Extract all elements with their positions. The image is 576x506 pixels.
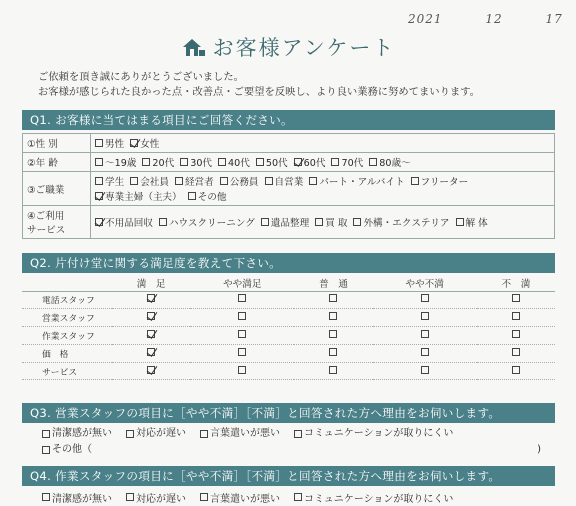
option-label: ～19歳 bbox=[105, 158, 137, 169]
checkbox[interactable] bbox=[95, 218, 103, 226]
q2-cell bbox=[477, 291, 555, 309]
q3-option[interactable] bbox=[126, 427, 186, 441]
q1-option[interactable] bbox=[95, 174, 124, 188]
q2-cell bbox=[112, 327, 190, 345]
option-label: 学生 bbox=[105, 177, 125, 188]
q1-option[interactable] bbox=[309, 174, 404, 188]
checkbox[interactable] bbox=[512, 294, 520, 302]
checkbox[interactable] bbox=[42, 446, 50, 454]
q2-cell bbox=[294, 362, 372, 380]
q2-cell bbox=[477, 362, 555, 380]
checkbox[interactable] bbox=[130, 177, 138, 185]
q2-row bbox=[22, 309, 555, 327]
q2-row-label: 電話スタッフ bbox=[22, 291, 112, 309]
checkbox[interactable] bbox=[512, 312, 520, 320]
checkbox[interactable] bbox=[238, 348, 246, 356]
checkbox[interactable] bbox=[147, 294, 155, 302]
house-icon bbox=[181, 36, 207, 58]
intro-text bbox=[38, 70, 563, 99]
option-label: 女性 bbox=[140, 139, 160, 150]
q1-option[interactable] bbox=[130, 136, 159, 150]
checkbox[interactable] bbox=[256, 158, 264, 166]
checkbox[interactable] bbox=[512, 330, 520, 338]
q1-option[interactable] bbox=[130, 174, 169, 188]
checkbox[interactable] bbox=[294, 493, 302, 501]
checkbox[interactable] bbox=[130, 139, 138, 147]
checkbox[interactable] bbox=[126, 493, 134, 501]
option-label: 対応が遅い bbox=[136, 428, 186, 439]
options-wrap bbox=[95, 155, 550, 169]
checkbox[interactable] bbox=[42, 493, 50, 501]
checkbox[interactable] bbox=[421, 330, 429, 338]
checkbox[interactable] bbox=[147, 330, 155, 338]
q3-other-option[interactable] bbox=[42, 443, 92, 457]
q1-row-options bbox=[91, 153, 555, 172]
checkbox[interactable] bbox=[42, 430, 50, 438]
intro-line-1: ご依頼を頂き誠にありがとうございました。 bbox=[38, 71, 244, 83]
q2-column-header: やや満足 bbox=[223, 279, 262, 291]
option-label: フリーター bbox=[420, 177, 469, 188]
q2-cell bbox=[190, 344, 294, 362]
checkbox[interactable] bbox=[331, 158, 339, 166]
q3-options bbox=[22, 426, 555, 458]
checkbox[interactable] bbox=[220, 177, 228, 185]
option-label: その他 bbox=[197, 192, 227, 203]
q4-option[interactable] bbox=[200, 490, 280, 505]
q2-cell bbox=[112, 362, 190, 380]
checkbox[interactable] bbox=[512, 366, 520, 374]
option-label: 40代 bbox=[228, 158, 250, 169]
q1-option[interactable] bbox=[369, 155, 410, 169]
options-wrap bbox=[95, 136, 550, 150]
checkbox[interactable] bbox=[421, 366, 429, 374]
q2-table bbox=[22, 276, 555, 380]
option-label: 会社員 bbox=[140, 177, 169, 188]
q2-heading: Q2. 片付け堂に関する満足度を教えて下さい。 bbox=[22, 253, 555, 273]
option-label: コミュニケーションが取りにくい bbox=[304, 428, 454, 439]
q2-column-header: 普 通 bbox=[319, 279, 348, 291]
q3-option[interactable] bbox=[200, 427, 280, 441]
checkbox[interactable] bbox=[421, 312, 429, 320]
checkbox[interactable] bbox=[329, 330, 337, 338]
option-label: 清潔感が無い bbox=[52, 428, 112, 439]
checkbox[interactable] bbox=[238, 294, 246, 302]
q1-option[interactable] bbox=[294, 155, 326, 169]
q4-option[interactable] bbox=[126, 490, 186, 505]
q3-option[interactable] bbox=[294, 427, 453, 441]
q1-row-options bbox=[91, 134, 555, 153]
option-label: 20代 bbox=[152, 158, 175, 169]
q3-heading: Q3. 営業スタッフの項目に［やや不満］［不満］と回答された方へ理由をお伺いします。 bbox=[22, 403, 555, 423]
checkbox[interactable] bbox=[218, 158, 226, 166]
q2-cell bbox=[477, 309, 555, 327]
checkbox[interactable] bbox=[147, 312, 155, 320]
option-label: 60代 bbox=[303, 158, 326, 169]
option-label: 遺品整理 bbox=[270, 218, 310, 229]
checkbox[interactable] bbox=[200, 430, 208, 438]
option-label: 公務員 bbox=[229, 177, 259, 188]
q1-option[interactable] bbox=[456, 215, 488, 229]
checkbox[interactable] bbox=[369, 158, 377, 166]
q1-option[interactable] bbox=[256, 155, 288, 169]
q2-column-header: やや不満 bbox=[405, 279, 444, 291]
checkbox[interactable] bbox=[329, 366, 337, 374]
checkbox[interactable] bbox=[159, 218, 167, 226]
checkbox[interactable] bbox=[147, 348, 155, 356]
q1-option[interactable] bbox=[175, 174, 214, 188]
q4-options bbox=[22, 490, 555, 504]
option-label: ハウスクリーニング bbox=[168, 218, 255, 229]
checkbox[interactable] bbox=[261, 218, 269, 226]
q2-corner bbox=[22, 276, 112, 291]
q1-row-options bbox=[91, 172, 555, 206]
q2-cell bbox=[477, 327, 555, 345]
checkbox[interactable] bbox=[95, 139, 103, 147]
option-label: 30代 bbox=[190, 158, 213, 169]
checkbox[interactable] bbox=[411, 177, 419, 185]
q1-option[interactable] bbox=[218, 155, 250, 169]
q1-option[interactable] bbox=[261, 215, 309, 229]
q2-cell bbox=[373, 362, 477, 380]
q1-row-label: ②年 齢 bbox=[23, 153, 91, 172]
q1-option[interactable] bbox=[265, 174, 304, 188]
q2-row-label: サービス bbox=[22, 362, 112, 380]
date-day: 17 bbox=[545, 12, 563, 26]
q1-row bbox=[23, 134, 555, 153]
q1-option[interactable] bbox=[159, 215, 255, 229]
q1-row-label: ④ご利用 サービス bbox=[23, 206, 91, 239]
q1-row-options bbox=[91, 206, 555, 239]
checkbox[interactable] bbox=[147, 366, 155, 374]
q2-row bbox=[22, 291, 555, 309]
intro-line-2: お客様が感じられた良かった点・改善点・ご要望を反映し、より良い業務に努めてまいります。 bbox=[38, 85, 480, 98]
q2-cell bbox=[190, 291, 294, 309]
q1-option[interactable] bbox=[180, 155, 212, 169]
checkbox[interactable] bbox=[329, 348, 337, 356]
q2-cell bbox=[294, 327, 372, 345]
q2-cell bbox=[373, 309, 477, 327]
option-label: 50代 bbox=[265, 158, 288, 169]
option-label: コミュニケーションが取りにくい bbox=[304, 493, 454, 505]
checkbox[interactable] bbox=[238, 366, 246, 374]
q1-row-label: ①性 別 bbox=[23, 134, 91, 153]
option-label: パート・アルバイト bbox=[319, 177, 405, 188]
option-label: 言葉遣いが悪い bbox=[210, 493, 280, 505]
q2-cell bbox=[373, 327, 477, 345]
q2-row-label: 価 格 bbox=[22, 344, 112, 362]
options-wrap bbox=[95, 174, 550, 203]
q2-row-label: 作業スタッフ bbox=[22, 327, 112, 345]
q2-row bbox=[22, 327, 555, 345]
q1-row bbox=[23, 172, 555, 206]
checkbox[interactable] bbox=[309, 177, 317, 185]
checkbox[interactable] bbox=[95, 192, 103, 200]
q2-cell bbox=[112, 291, 190, 309]
q3-other-close: ) bbox=[537, 444, 541, 455]
q1-option[interactable] bbox=[95, 155, 136, 169]
q3-other-label: その他（ bbox=[52, 444, 92, 455]
checkbox[interactable] bbox=[95, 158, 103, 166]
q2-row bbox=[22, 344, 555, 362]
option-label: 不用品回収 bbox=[105, 218, 153, 229]
checkbox[interactable] bbox=[456, 218, 464, 226]
q1-option[interactable] bbox=[188, 189, 227, 203]
q1-row bbox=[23, 153, 555, 172]
q2-cell bbox=[190, 309, 294, 327]
date-year: 2021 bbox=[408, 12, 443, 26]
q2-cell bbox=[112, 309, 190, 327]
q2-cell bbox=[294, 291, 372, 309]
checkbox[interactable] bbox=[238, 312, 246, 320]
q2-row bbox=[22, 362, 555, 380]
q1-option[interactable] bbox=[315, 215, 347, 229]
option-label: 外構・エクステリア bbox=[363, 218, 450, 229]
q2-row-label: 営業スタッフ bbox=[22, 309, 112, 327]
checkbox[interactable] bbox=[294, 430, 302, 438]
q1-heading: Q1. お客様に当てはまる項目にご回答ください。 bbox=[22, 110, 555, 130]
checkbox[interactable] bbox=[238, 330, 246, 338]
page-title: お客様アンケート bbox=[212, 36, 396, 60]
title-row bbox=[0, 32, 576, 62]
option-label: 80歳～ bbox=[379, 158, 411, 169]
checkbox[interactable] bbox=[175, 177, 183, 185]
checkbox[interactable] bbox=[315, 218, 323, 226]
q1-row bbox=[23, 206, 555, 239]
q2-cell bbox=[373, 291, 477, 309]
checkbox[interactable] bbox=[142, 158, 150, 166]
q1-table bbox=[22, 133, 555, 239]
q2-cell bbox=[112, 344, 190, 362]
q1-option[interactable] bbox=[220, 174, 259, 188]
q2-column-header: 満 足 bbox=[136, 279, 166, 291]
option-label: 専業主婦（主夫） bbox=[105, 192, 182, 203]
option-label: 解 体 bbox=[465, 218, 488, 229]
q1-option[interactable] bbox=[353, 215, 449, 229]
q2-cell bbox=[294, 309, 372, 327]
q1-row-label: ③ご職業 bbox=[23, 172, 91, 206]
q3-option[interactable] bbox=[42, 427, 112, 441]
option-label: 経営者 bbox=[184, 177, 214, 188]
option-label: 対応が遅い bbox=[136, 493, 186, 505]
checkbox[interactable] bbox=[188, 192, 196, 200]
option-label: 言葉遣いが悪い bbox=[210, 428, 280, 439]
q1-option[interactable] bbox=[142, 155, 174, 169]
checkbox[interactable] bbox=[329, 312, 337, 320]
date-month: 12 bbox=[485, 12, 503, 26]
q1-option[interactable] bbox=[331, 155, 363, 169]
q2-cell bbox=[373, 344, 477, 362]
q4-option[interactable] bbox=[42, 490, 112, 505]
q2-column-header: 不 満 bbox=[501, 279, 531, 291]
checkbox[interactable] bbox=[95, 177, 103, 185]
handwritten-date bbox=[408, 12, 563, 26]
checkbox[interactable] bbox=[421, 294, 429, 302]
checkbox[interactable] bbox=[180, 158, 188, 166]
checkbox[interactable] bbox=[126, 430, 134, 438]
options-wrap bbox=[95, 215, 550, 229]
q1-option[interactable] bbox=[95, 136, 124, 150]
option-label: 自営業 bbox=[274, 177, 304, 188]
checkbox[interactable] bbox=[200, 493, 208, 501]
q4-heading: Q4. 作業スタッフの項目に［やや不満］［不満］と回答された方へ理由をお伺いします。 bbox=[22, 466, 555, 486]
q2-cell bbox=[294, 344, 372, 362]
checkbox[interactable] bbox=[353, 218, 361, 226]
option-label: 清潔感が無い bbox=[52, 493, 112, 505]
checkbox[interactable] bbox=[421, 348, 429, 356]
q2-cell bbox=[477, 344, 555, 362]
option-label: 男性 bbox=[105, 139, 125, 150]
q1-option[interactable] bbox=[95, 189, 182, 203]
option-label: 買 取 bbox=[325, 218, 348, 229]
checkbox[interactable] bbox=[265, 177, 273, 185]
checkbox[interactable] bbox=[294, 158, 302, 166]
checkbox[interactable] bbox=[329, 294, 337, 302]
checkbox[interactable] bbox=[512, 348, 520, 356]
q1-option[interactable] bbox=[95, 215, 153, 229]
q1-option[interactable] bbox=[411, 174, 469, 188]
q2-cell bbox=[190, 362, 294, 380]
q2-cell bbox=[190, 327, 294, 345]
option-label: 70代 bbox=[341, 158, 364, 169]
q4-option[interactable] bbox=[294, 490, 453, 505]
